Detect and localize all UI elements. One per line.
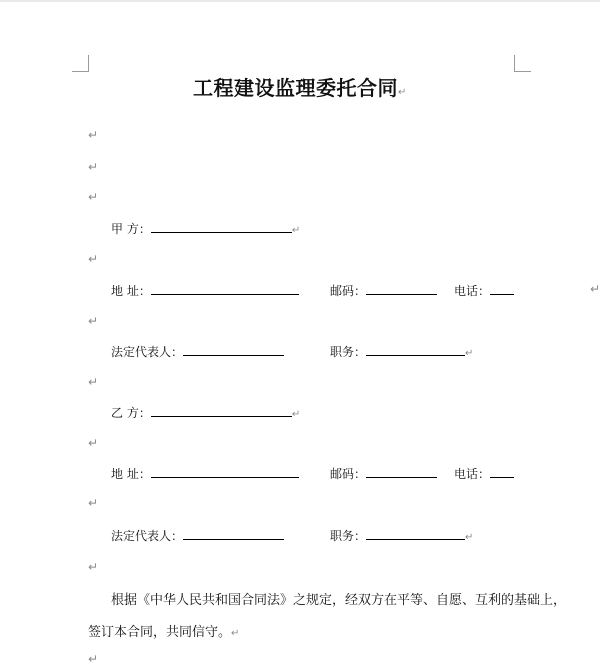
party-b-position-wrap	[330, 527, 473, 544]
paragraph-mark-icon: ↵	[398, 87, 407, 98]
party-b-postcode-wrap	[330, 465, 437, 482]
paragraph-mark-icon: ↵	[291, 225, 301, 236]
party-a-position-blank[interactable]	[366, 344, 465, 356]
party-a-postcode-wrap	[330, 282, 437, 299]
party-b-phone-label: 电话：	[454, 467, 491, 481]
party-a-rep-label: 法定代表人：	[111, 345, 184, 359]
party-a-postcode-label: 邮码：	[330, 284, 367, 298]
paragraph-mark-icon: ↵	[291, 409, 301, 420]
party-b-position-blank[interactable]	[366, 528, 465, 540]
party-a-label: 甲 方：	[111, 222, 151, 236]
party-b-rep-label: 法定代表人：	[111, 529, 184, 543]
party-a-phone-wrap	[454, 282, 514, 299]
party-a-position-wrap	[330, 343, 473, 360]
party-a-address-label: 地 址：	[111, 284, 151, 298]
party-a-address-blank[interactable]	[151, 283, 299, 295]
party-a-postcode-blank[interactable]	[366, 283, 437, 295]
party-a-position-label: 职务：	[330, 345, 367, 359]
paragraph-mark-icon: ↵	[88, 252, 99, 266]
party-b-position-label: 职务：	[330, 529, 367, 543]
party-b-postcode-label: 邮码：	[330, 467, 367, 481]
party-b-postcode-blank[interactable]	[366, 466, 437, 478]
party-b-phone-wrap	[454, 465, 514, 482]
party-b-phone-blank[interactable]	[490, 466, 514, 478]
paragraph-mark-icon: ↵	[465, 348, 474, 359]
party-b-address-blank[interactable]	[151, 466, 299, 478]
paragraph-mark-icon: ↵	[590, 282, 600, 296]
party-a-rep-wrap	[111, 343, 284, 360]
paragraph-mark-icon: ↵	[88, 652, 99, 666]
page-margin-corner-top-right	[514, 55, 531, 72]
paragraph-mark-icon: ↵	[88, 560, 99, 574]
party-b-blank[interactable]	[151, 405, 292, 417]
paragraph-mark-icon: ↵	[88, 436, 99, 450]
intro-paragraph-line2	[88, 621, 239, 640]
paragraph-mark-icon: ↵	[88, 375, 99, 389]
paragraph-mark-icon: ↵	[88, 314, 99, 328]
party-b-rep-blank[interactable]	[183, 528, 284, 540]
paragraph-mark-icon: ↵	[88, 190, 99, 204]
party-a-rep-blank[interactable]	[183, 344, 284, 356]
party-a-address-label-wrap	[111, 282, 299, 299]
document-title	[0, 72, 600, 101]
party-a-phone-blank[interactable]	[490, 283, 514, 295]
paragraph-mark-icon: ↵	[465, 532, 474, 543]
party-b-line	[111, 404, 300, 421]
party-a-line	[111, 220, 300, 237]
party-b-address-wrap	[111, 465, 299, 482]
paragraph-mark-icon: ↵	[88, 496, 99, 510]
page-margin-corner-top-left	[72, 55, 89, 72]
party-b-address-label: 地 址：	[111, 467, 151, 481]
paragraph-mark-icon: ↵	[88, 128, 99, 142]
party-a-phone-label: 电话：	[454, 284, 491, 298]
party-a-blank[interactable]	[151, 221, 292, 233]
party-b-rep-wrap	[111, 527, 284, 544]
intro-paragraph-line1: 根据《中华人民共和国合同法》之规定，经双方在平等、自愿、互利的基础上，	[111, 593, 567, 608]
title-text: 工程建设监理委托合同	[193, 76, 399, 100]
paragraph-mark-icon: ↵	[231, 628, 240, 639]
paragraph-mark-icon: ↵	[88, 160, 99, 174]
party-b-label: 乙 方：	[111, 406, 151, 420]
intro-line2-text: 签订本合同，共同信守。	[88, 625, 232, 640]
